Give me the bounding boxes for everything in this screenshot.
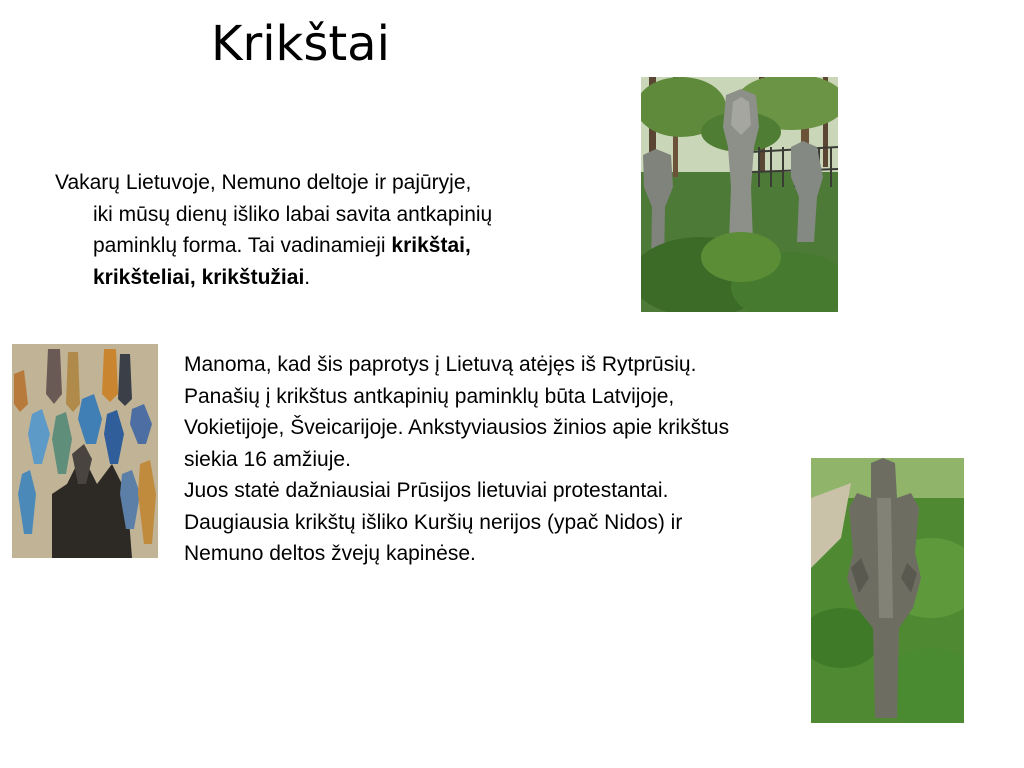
intro-line-4 bbox=[55, 262, 615, 294]
intro-line-3 bbox=[55, 230, 615, 262]
term-krikstai: krikštai, bbox=[391, 234, 471, 257]
cemetery-forest-photo bbox=[641, 77, 838, 312]
body-line-6: Daugiausia krikštų išliko Kuršių nerijos (ypač Nidos) ir bbox=[184, 510, 683, 534]
intro-line-2: iki mūsų dienų išliko labai savita antkapinių bbox=[93, 202, 493, 226]
intro-line-1: Vakarų Lietuvoje, Nemuno deltoje ir pajūryje, bbox=[55, 171, 472, 194]
intro-paragraph bbox=[55, 167, 615, 293]
body-line-3: Vokietijoje, Šveicarijoje. Ankstyviausios žinios apie krikštus bbox=[184, 416, 730, 439]
forest-photo-graphic bbox=[641, 77, 838, 312]
painting-graphic bbox=[12, 344, 158, 558]
intro-line-3-text: paminklų forma. Tai vadinamieji bbox=[93, 234, 392, 257]
single-wooden-krikstas-photo bbox=[811, 458, 964, 723]
body-line-5: Juos statė dažniausiai Prūsijos lietuviai protestantai. bbox=[184, 479, 669, 502]
intro-period: . bbox=[304, 265, 311, 289]
slide-title: Krikštai bbox=[211, 16, 390, 72]
body-paragraph bbox=[184, 349, 864, 570]
term-krikstelai-krikstuziai: krikšteliai, krikštužiai bbox=[93, 265, 305, 289]
body-line-7: Nemuno deltos žvejų kapinėse. bbox=[184, 542, 476, 565]
body-line-4: siekia 16 amžiuje. bbox=[184, 447, 351, 471]
body-line-1: Manoma, kad šis paprotys į Lietuvą atėjęs iš Rytprūsių. bbox=[184, 353, 697, 376]
painted-krikstai-artwork bbox=[12, 344, 158, 558]
cross-photo-graphic bbox=[811, 458, 964, 723]
body-line-2: Panašių į krikštus antkapinių paminklų būta Latvijoje, bbox=[184, 384, 675, 408]
